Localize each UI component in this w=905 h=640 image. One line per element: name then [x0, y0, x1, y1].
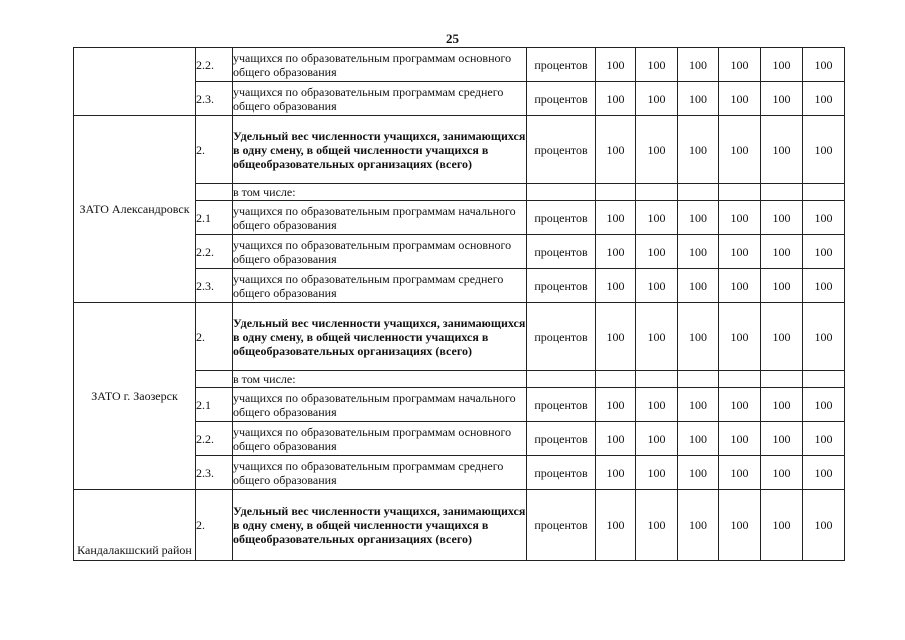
value-cell: 100 — [678, 456, 719, 490]
value-cell-empty — [678, 371, 719, 388]
row-number: 2.2. — [196, 235, 233, 269]
value-cell: 100 — [803, 116, 845, 184]
value-cell: 100 — [719, 303, 761, 371]
value-cell: 100 — [803, 235, 845, 269]
row-number: 2. — [196, 490, 233, 561]
value-cell: 100 — [636, 48, 678, 82]
indicator-text: учащихся по образовательным программам среднего общего образования — [233, 456, 527, 490]
unit-cell: процентов — [527, 82, 596, 116]
value-cell-empty — [636, 371, 678, 388]
value-cell: 100 — [761, 235, 803, 269]
indicator-text: учащихся по образовательным программам начального общего образования — [233, 388, 527, 422]
row-number: 2. — [196, 303, 233, 371]
indicator-text: учащихся по образовательным программам начального общего образования — [233, 201, 527, 235]
value-cell: 100 — [596, 303, 636, 371]
unit-cell: процентов — [527, 490, 596, 561]
value-cell: 100 — [678, 82, 719, 116]
indicator-text: Удельный вес численности учащихся, занимающихся в одну смену, в общей численности учащихся в общеобразовательных организациях (всего) — [233, 116, 527, 184]
value-cell: 100 — [719, 456, 761, 490]
row-number: 2.3. — [196, 82, 233, 116]
region-name: ЗАТО Александровск — [74, 116, 196, 303]
value-cell: 100 — [678, 422, 719, 456]
value-cell: 100 — [719, 388, 761, 422]
indicator-text: учащихся по образовательным программам среднего общего образования — [233, 82, 527, 116]
value-cell: 100 — [719, 422, 761, 456]
row-number: 2.2. — [196, 48, 233, 82]
value-cell: 100 — [761, 490, 803, 561]
value-cell-empty — [719, 184, 761, 201]
page-number: 25 — [446, 31, 459, 46]
value-cell: 100 — [719, 116, 761, 184]
value-cell: 100 — [803, 490, 845, 561]
value-cell: 100 — [761, 456, 803, 490]
row-number: 2.2. — [196, 422, 233, 456]
value-cell-empty — [678, 184, 719, 201]
indicator-text: в том числе: — [233, 184, 527, 201]
unit-cell: процентов — [527, 235, 596, 269]
value-cell: 100 — [803, 456, 845, 490]
unit-cell: процентов — [527, 303, 596, 371]
value-cell: 100 — [803, 201, 845, 235]
value-cell: 100 — [678, 235, 719, 269]
value-cell: 100 — [596, 82, 636, 116]
unit-cell-empty — [527, 371, 596, 388]
value-cell: 100 — [761, 48, 803, 82]
unit-cell: процентов — [527, 269, 596, 303]
value-cell-empty — [761, 184, 803, 201]
indicator-text: учащихся по образовательным программам среднего общего образования — [233, 269, 527, 303]
value-cell: 100 — [761, 116, 803, 184]
value-cell: 100 — [678, 48, 719, 82]
value-cell: 100 — [596, 269, 636, 303]
value-cell: 100 — [719, 269, 761, 303]
indicator-text: Удельный вес численности учащихся, занимающихся в одну смену, в общей численности учащихся в общеобразовательных организациях (всего) — [233, 490, 527, 561]
value-cell-empty — [596, 371, 636, 388]
value-cell: 100 — [636, 116, 678, 184]
unit-cell: процентов — [527, 388, 596, 422]
row-number: 2.1 — [196, 388, 233, 422]
region-name: ЗАТО г. Заозерск — [74, 303, 196, 490]
value-cell: 100 — [636, 201, 678, 235]
table-row — [74, 116, 845, 184]
indicator-text: в том числе: — [233, 371, 527, 388]
value-cell: 100 — [636, 82, 678, 116]
value-cell: 100 — [761, 303, 803, 371]
unit-cell: процентов — [527, 456, 596, 490]
table-row — [74, 303, 845, 371]
value-cell: 100 — [678, 116, 719, 184]
unit-cell-empty — [527, 184, 596, 201]
table-row — [74, 48, 845, 82]
value-cell-empty — [636, 184, 678, 201]
value-cell: 100 — [596, 201, 636, 235]
value-cell: 100 — [636, 422, 678, 456]
indicator-text: учащихся по образовательным программам основного общего образования — [233, 48, 527, 82]
value-cell: 100 — [761, 388, 803, 422]
value-cell: 100 — [678, 303, 719, 371]
value-cell: 100 — [803, 422, 845, 456]
value-cell: 100 — [803, 388, 845, 422]
indicators-table — [73, 47, 845, 561]
value-cell: 100 — [719, 82, 761, 116]
unit-cell: процентов — [527, 116, 596, 184]
value-cell: 100 — [636, 235, 678, 269]
value-cell: 100 — [636, 490, 678, 561]
row-number: 2.1 — [196, 201, 233, 235]
value-cell-empty — [719, 371, 761, 388]
value-cell: 100 — [596, 388, 636, 422]
table-row — [74, 490, 845, 561]
value-cell: 100 — [719, 490, 761, 561]
value-cell: 100 — [719, 48, 761, 82]
value-cell: 100 — [719, 235, 761, 269]
value-cell: 100 — [636, 456, 678, 490]
value-cell: 100 — [761, 422, 803, 456]
row-number: 2. — [196, 116, 233, 184]
region-cell-continued — [74, 48, 196, 116]
indicator-text: Удельный вес численности учащихся, занимающихся в одну смену, в общей численности учащихся в общеобразовательных организациях (всего) — [233, 303, 527, 371]
indicator-text: учащихся по образовательным программам основного общего образования — [233, 235, 527, 269]
region-name: Кандалакшский район — [74, 490, 196, 561]
indicator-text: учащихся по образовательным программам основного общего образования — [233, 422, 527, 456]
value-cell: 100 — [596, 490, 636, 561]
value-cell-empty — [803, 371, 845, 388]
row-number — [196, 184, 233, 201]
value-cell: 100 — [678, 388, 719, 422]
value-cell: 100 — [596, 456, 636, 490]
row-number — [196, 371, 233, 388]
row-number: 2.3. — [196, 456, 233, 490]
value-cell: 100 — [678, 490, 719, 561]
value-cell: 100 — [596, 48, 636, 82]
value-cell: 100 — [803, 48, 845, 82]
value-cell-empty — [596, 184, 636, 201]
value-cell: 100 — [678, 269, 719, 303]
value-cell: 100 — [761, 82, 803, 116]
value-cell: 100 — [596, 235, 636, 269]
value-cell: 100 — [596, 422, 636, 456]
value-cell-empty — [803, 184, 845, 201]
value-cell: 100 — [636, 303, 678, 371]
unit-cell: процентов — [527, 48, 596, 82]
value-cell: 100 — [636, 388, 678, 422]
value-cell: 100 — [803, 82, 845, 116]
value-cell: 100 — [596, 116, 636, 184]
row-number: 2.3. — [196, 269, 233, 303]
value-cell: 100 — [761, 201, 803, 235]
value-cell: 100 — [803, 269, 845, 303]
unit-cell: процентов — [527, 201, 596, 235]
value-cell-empty — [761, 371, 803, 388]
value-cell: 100 — [719, 201, 761, 235]
unit-cell: процентов — [527, 422, 596, 456]
value-cell: 100 — [636, 269, 678, 303]
value-cell: 100 — [678, 201, 719, 235]
value-cell: 100 — [803, 303, 845, 371]
value-cell: 100 — [761, 269, 803, 303]
